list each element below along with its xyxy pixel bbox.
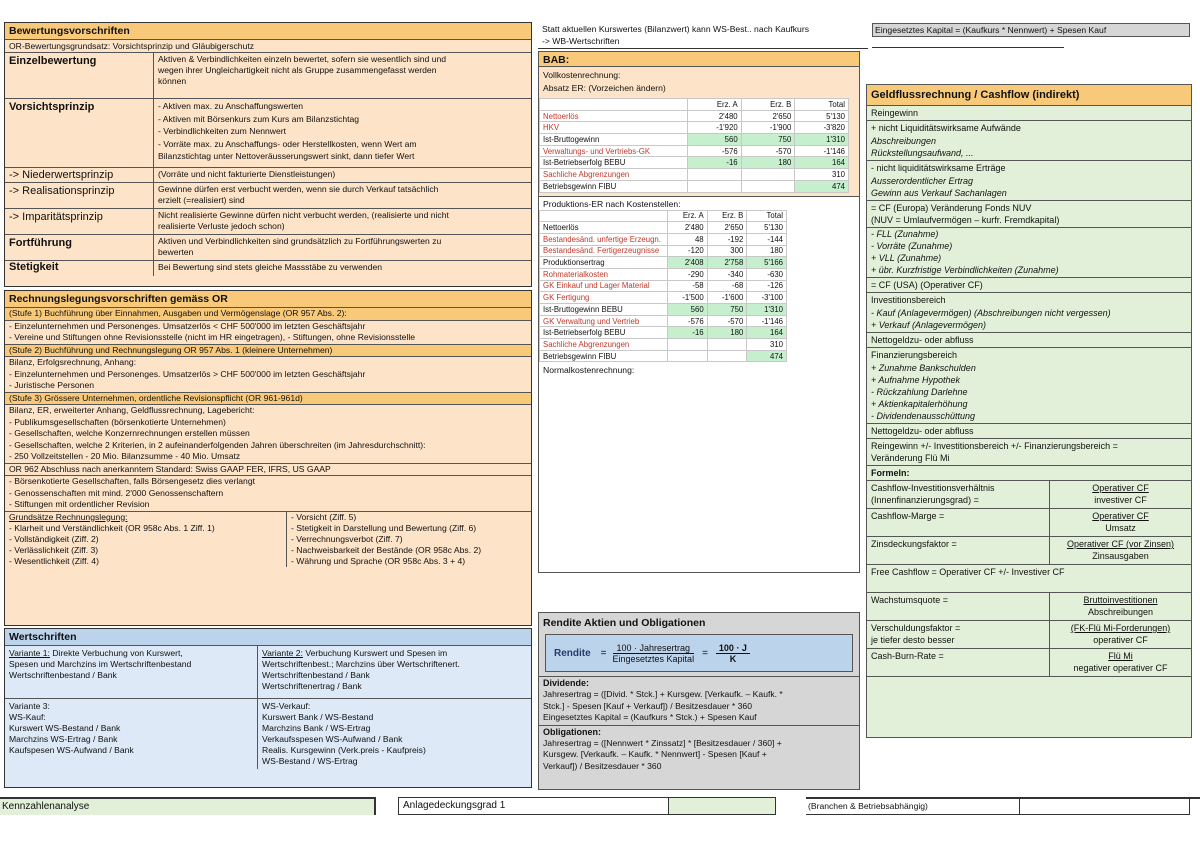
value-cell: 2'480: [688, 110, 742, 122]
bewertung-text: Bei Bewertung sind stets gleiche Massstäbe zu verwenden: [153, 261, 531, 276]
rendite-fraction: [613, 643, 695, 664]
value-cell: 2'650: [707, 222, 747, 234]
table-row: [540, 339, 787, 351]
value-cell: -144: [747, 233, 787, 245]
eingesetztes-kapital-note: [872, 23, 1190, 37]
row-label-cell: Verwaltungs- und Vertriebs-GK: [540, 145, 688, 157]
wertschriften-varianten: [5, 646, 531, 699]
row-label-cell: Betriebsgewinn FIBU: [540, 180, 688, 192]
cashflow-row: [867, 121, 1191, 161]
value-cell: -1'146: [747, 315, 787, 327]
stufe-text: - Einzelunternehmen und Personenges. Umsatzerlös < CHF 500'000 im letzten Geschäftsjahr - Vereine und Stiftungen ohne Revisionsstelle (nicht im HR eingetragen), - Stiftungen, ohne Revisionsstelle: [5, 321, 531, 345]
value-cell: -16: [668, 327, 708, 339]
cashflow-row: [867, 201, 1191, 228]
rendite-numerator-short: 100 · J: [716, 643, 750, 654]
row-label-cell: Ist-Betriebserfolg BEBU: [540, 157, 688, 169]
row-label-cell: Nettoerlös: [540, 110, 688, 122]
cashflow-rows: [867, 106, 1191, 466]
ws-kauf: Variante 3: WS-Kauf: Kurswert WS-Bestand / Bank Marchzins WS-Ertrag / Bank Kaufspesen WS-Aufwand / Bank: [9, 701, 134, 755]
grundsaetze-left: [5, 512, 286, 567]
bewertung-text: Gewinne dürfen erst verbucht werden, wenn sie durch Verkauf tatsächlich erzielt (=realisiert) sind: [153, 183, 531, 208]
value-cell: -3'100: [747, 292, 787, 304]
value-cell: 310: [795, 169, 849, 181]
formel-numerator: Operativer CF: [1092, 511, 1149, 521]
value-cell: -340: [707, 268, 747, 280]
value-cell: -16: [688, 157, 742, 169]
formel-denominator: investiver CF: [1094, 495, 1147, 505]
formel-numerator: Flü Mi: [1108, 651, 1133, 661]
value-cell: 750: [707, 304, 747, 316]
cashflow-row-title: Nettogeldzu- oder abfluss: [871, 335, 974, 345]
value-cell: -3'820: [795, 122, 849, 134]
stufe-head: (Stufe 3) Grössere Unternehmen, ordentliche Revisionspflicht (OR 961-961d): [5, 393, 531, 406]
table-row: [540, 134, 849, 146]
bewertung-grundsatz: OR-Bewertungsgrundsatz: Vorsichtsprinzip und Gläubigerschutz: [5, 40, 531, 53]
cashflow-row-detail: + Zunahme Bankschulden + Aufnahme Hypothek - Rückzahlung Darlehne + Aktienkapitalerhöhung - Dividendenausschüttung: [871, 363, 976, 421]
value-cell: [668, 339, 708, 351]
cashflow-row-detail: Abschreibungen Rückstellungsaufwand, ...: [871, 136, 974, 158]
value-cell: 1'310: [747, 304, 787, 316]
dividende-title: Dividende:: [543, 678, 590, 688]
bewertung-row: [5, 168, 531, 183]
value-cell: 474: [795, 180, 849, 192]
value-cell: 164: [747, 327, 787, 339]
grundsaetze-list-left: - Klarheit und Verständlichkeit (OR 958c Abs. 1 Ziff. 1) - Vollständigkeit (Ziff. 2) - Verlässlichkeit (Ziff. 3) - Wesentlichkeit (Ziff. 4): [9, 522, 215, 566]
value-cell: [688, 169, 742, 181]
formel-fraction: [1049, 649, 1191, 676]
formel-label: Cashflow-Marge =: [871, 511, 945, 521]
value-cell: -1'920: [688, 122, 742, 134]
bewertung-text: (Vorräte und nicht fakturierte Dienstleistungen): [153, 168, 531, 182]
row-label-cell: Rohmaterialkosten: [540, 268, 668, 280]
rendite-denominator: Eingesetztes Kapital: [612, 653, 695, 664]
dividende-block: [539, 676, 859, 725]
cashflow-row-detail: - FLL (Zunahme) - Vorräte (Zunahme) + VLL (Zunahme) + übr. Kurzfristige Verbindlichkeiten (Zunahme): [871, 229, 1059, 275]
row-label-cell: Ist-Bruttogewinn: [540, 134, 688, 146]
standard-text: - Börsenkotierte Gesellschaften, falls Börsengesetz dies verlangt - Genossenschaften mit mind. 2'000 Genossenschaftern - Stiftungen mit ordentlicher Revision: [5, 476, 531, 512]
cashflow-row: [867, 333, 1191, 348]
row-label-cell: Produktionsertrag: [540, 257, 668, 269]
value-cell: 2'408: [668, 257, 708, 269]
normalkosten-title: Normalkostenrechnung:: [543, 365, 635, 376]
obligationen-text: Jahresertrag = ([Nennwert * Zinssatz] * [Besitzesdauer / 360] + Kursgew. [Verkaufk. – Kaufk. * Nennwert] - Spesen [Kauf + Verkauf]) / Besitzesdauer * 360: [543, 737, 782, 771]
value-cell: [741, 169, 795, 181]
cashflow-row: [867, 348, 1191, 424]
dividende-text: Jahresertrag = ([Divid. * Stck.] + Kursgew. [Verkaufk. – Kaufk. * Stck.] - Spesen [Kauf + Verkauf]) / Besitzesdauer * 360 Eingesetztes Kapital = (Kaufkurs * Stck.) + Spesen Kauf: [543, 689, 783, 722]
value-cell: -290: [668, 268, 708, 280]
row-label-cell: Sachliche Abgrenzungen: [540, 169, 688, 181]
table-header-cell: [540, 99, 688, 111]
kennzahlen-bar: [0, 797, 376, 815]
produktions-title: Produktions-ER nach Kostenstellen:: [543, 198, 681, 209]
formel-denominator: operativer CF: [1093, 635, 1148, 645]
table-row: [540, 315, 787, 327]
variante-1-text: Direkte Verbuchung von Kurswert, Spesen und Marchzins im Wertschriftenbestand Wertschriftenbestand / Bank: [9, 648, 192, 680]
obligationen-title: Obligationen:: [543, 726, 601, 737]
formel-label: Cash-Burn-Rate =: [871, 651, 944, 661]
row-label-cell: HKV: [540, 122, 688, 134]
formeln-title: Formeln:: [871, 468, 910, 478]
value-cell: -1'600: [707, 292, 747, 304]
cashflow-row-detail: Ausserordentlicher Ertrag Gewinn aus Verkauf Sachanlagen: [871, 176, 1007, 198]
value-cell: 2'758: [707, 257, 747, 269]
formel-denominator: negativer operativer CF: [1073, 663, 1168, 673]
table-row: [540, 145, 849, 157]
wertschriften-section: [4, 628, 532, 788]
formel-fraction: [1049, 509, 1191, 536]
table-row: [540, 304, 787, 316]
ws-verkauf: WS-Verkauf: Kurswert Bank / WS-Bestand Marchzins Bank / WS-Ertrag Verkaufsspesen WS-Aufwand / Bank Realis. Kursgewinn (Verk.preis - Kaufpreis) WS-Bestand / WS-Ertrag: [257, 699, 531, 769]
cashflow-row-title: - nicht liquiditätswirksame Erträge: [871, 163, 1006, 173]
branche-title: (Branchen & Betriebsabhängig): [806, 799, 1020, 815]
formel-row: [867, 509, 1191, 537]
bewertung-row: [5, 261, 531, 276]
value-cell: -126: [747, 280, 787, 292]
table-row: [540, 233, 787, 245]
anlagedeckung-value: [669, 798, 775, 814]
row-label-cell: Bestandesänd. unfertige Erzeugn.: [540, 233, 668, 245]
formel-row: [867, 565, 1191, 593]
value-cell: 560: [688, 134, 742, 146]
rendite-label: Rendite: [554, 647, 591, 659]
formel-fraction: [1049, 621, 1191, 648]
table-row: [540, 292, 787, 304]
stufe-text: Bilanz, ER, erweiterter Anhang, Geldflussrechnung, Lagebericht: - Publikumsgesellschaften (börsenkotierte Unternehmen) - Gesellschaften, welche Konzernrechnungen erstellen müssen - Gesellschaften, welche 2 Kriterien, in 2 aufeinanderfolgenden Jahren überschreiten (im Jahresdurchschnitt): - 250 Vollzeitstellen - 20 Mio. Bilanzsumme - 40 Mio. Umsatz: [5, 405, 531, 464]
row-label-cell: Sachliche Abgrenzungen: [540, 339, 668, 351]
cashflow-row: [867, 424, 1191, 439]
bewertung-label: Stetigkeit: [9, 261, 59, 273]
table-row: [540, 222, 787, 234]
stufe-head: (Stufe 1) Buchführung über Einnahmen, Ausgaben und Vermögenslage (OR 957 Abs. 2):: [5, 308, 531, 321]
bewertung-row: [5, 53, 531, 99]
table-row: [540, 280, 787, 292]
variante-2: [257, 646, 531, 698]
bewertung-text: Aktiven und Verbindlichkeiten sind grundsätzlich zu Fortführungswerten zu bewerten: [153, 235, 531, 260]
value-cell: 2'480: [668, 222, 708, 234]
value-cell: [707, 339, 747, 351]
value-cell: -1'500: [668, 292, 708, 304]
cashflow-row-title: + nicht Liquiditätswirksame Aufwände: [871, 123, 1021, 133]
bewertung-label: -> Imparitätsprinzip: [9, 211, 103, 223]
value-cell: 560: [668, 304, 708, 316]
value-cell: [707, 350, 747, 362]
value-cell: 180: [747, 245, 787, 257]
variante-1: [5, 646, 257, 698]
branche-value: [1020, 799, 1190, 815]
value-cell: [668, 350, 708, 362]
divider-line: [872, 47, 1064, 48]
kennzahlen-title: Kennzahlenanalyse: [2, 801, 90, 812]
rendite-fraction-short: [716, 643, 750, 664]
value-cell: 1'310: [795, 134, 849, 146]
value-cell: -192: [707, 233, 747, 245]
value-cell: 5'166: [747, 257, 787, 269]
vollkosten-table: [539, 98, 849, 193]
cashflow-title: Geldflussrechnung / Cashflow (indirekt): [867, 85, 1191, 106]
grundsaetze-list-right: - Vorsicht (Ziff. 5) - Stetigkeit in Darstellung und Bewertung (Ziff. 6) - Verrechnungsverbot (Ziff. 7) - Nachweisbarkeit der Bestände (OR 958c Abs. 2) - Währung und Sprache (OR 958c Abs. 3 + 4): [286, 512, 531, 567]
cashflow-row: [867, 228, 1191, 278]
bewertung-text: Aktiven & Verbindlichkeiten einzeln bewertet, sofern sie wesentlich sind und wegen ihrer Ungleichartigkeit nicht als Gruppe zusammengefasst werden können: [153, 53, 531, 98]
value-cell: 5'130: [747, 222, 787, 234]
formel-row: [867, 649, 1191, 677]
bewertung-label: -> Niederwertsprinzip: [9, 169, 114, 181]
rechnungslegung-section: [4, 290, 532, 626]
value-cell: 310: [747, 339, 787, 351]
table-header-cell: [540, 210, 668, 222]
cashflow-row: [867, 161, 1191, 201]
row-label-cell: GK Fertigung: [540, 292, 668, 304]
table-row: [540, 350, 787, 362]
row-label-cell: Ist-Bruttogewinn BEBU: [540, 304, 668, 316]
rechnungslegung-title: Rechnungslegungsvorschriften gemäss OR: [5, 291, 531, 308]
branche-bar: [806, 797, 1200, 815]
cashflow-row: [867, 278, 1191, 293]
value-cell: 164: [795, 157, 849, 169]
value-cell: -576: [688, 145, 742, 157]
table-header-cell: Erz. A: [668, 210, 708, 222]
row-label-cell: Bestandesänd. Fertigerzeugnisse: [540, 245, 668, 257]
formel-numerator: Operativer CF: [1092, 483, 1149, 493]
formel-row: [867, 621, 1191, 649]
formel-fraction: [1049, 481, 1191, 508]
rendite-denominator-short: K: [729, 653, 737, 664]
table-header-cell: Erz. B: [707, 210, 747, 222]
vollkosten-title: Vollkostenrechnung: Absatz ER: (Vorzeichen ändern): [543, 70, 666, 93]
table-row: [540, 110, 849, 122]
value-cell: 180: [707, 327, 747, 339]
formeln-rows: [867, 481, 1191, 677]
formel-numerator: (FK-Flü Mi-Forderungen): [1070, 623, 1171, 633]
formel-label: Wachstumsquote =: [871, 595, 948, 605]
formel-label: Verschuldungsfaktor = je tiefer desto besser: [871, 623, 961, 645]
formeln-title-row: [867, 466, 1191, 481]
table-row: [540, 245, 787, 257]
wertschriften-buchungen: [5, 699, 531, 769]
cashflow-row-detail: - Kauf (Anlagevermögen) (Abschreibungen nicht vergessen) + Verkauf (Anlagevermögen): [871, 308, 1111, 330]
formel-row: [867, 481, 1191, 509]
cashflow-row-title: Investitionsbereich: [871, 295, 946, 305]
rendite-formula: [545, 634, 853, 672]
formel-fraction: [1049, 593, 1191, 620]
bewertung-label: -> Realisationsprinzip: [9, 185, 115, 197]
formel-numerator: Bruttoinvestitionen: [1083, 595, 1158, 605]
bewertung-text: Nicht realisierte Gewinne dürfen nicht verbucht werden, (realisierte und nicht realisierte Verluste jedoch schon): [153, 209, 531, 234]
value-cell: -570: [741, 145, 795, 157]
table-header-cell: Total: [795, 99, 849, 111]
table-row: [540, 268, 787, 280]
bewertung-title: Bewertungsvorschriften: [5, 23, 531, 40]
value-cell: -120: [668, 245, 708, 257]
anlagedeckung-bar: [398, 797, 776, 815]
formel-fraction: [1049, 537, 1191, 564]
rendite-title: Rendite Aktien und Obligationen: [543, 617, 706, 629]
table-header-cell: Total: [747, 210, 787, 222]
formel-row: [867, 537, 1191, 565]
bab-title: BAB:: [538, 51, 860, 67]
cashflow-section: [866, 84, 1192, 738]
bewertung-text: - Aktiven max. zu Anschaffungswerten - Aktiven mit Börsenkurs zum Kurs am Bilanzstichtag - Verbindlichkeiten zum Nennwert - Vorräte max. zu Anschaffungs- oder Herstellkosten, wenn Wert am Bilanzstichtag unter Nettoveräusserungswert sinkt, dann tiefer Wert: [153, 99, 531, 167]
cashflow-row: [867, 439, 1191, 466]
row-label-cell: Ist-Betriebserfolg BEBU: [540, 327, 668, 339]
equals-sign: =: [702, 647, 708, 659]
table-row: [540, 180, 849, 192]
cashflow-row: [867, 106, 1191, 121]
value-cell: 300: [707, 245, 747, 257]
anlagedeckung-title: Anlagedeckungsgrad 1: [399, 798, 669, 814]
wertschriften-title: Wertschriften: [5, 629, 531, 646]
produktions-table: [539, 210, 787, 363]
cashflow-row-title: = CF (Europa) Veränderung Fonds NUV (NUV = Umlaufvermögen – kurfr. Fremdkapital): [871, 203, 1060, 225]
equals-sign: =: [600, 647, 607, 659]
value-cell: 180: [741, 157, 795, 169]
row-label-cell: GK Einkauf und Lager Material: [540, 280, 668, 292]
standard-head: OR 962 Abschluss nach anerkanntem Standard: Swiss GAAP FER, IFRS, US GAAP: [5, 464, 531, 477]
grundsaetze-title: Grundsätze Rechnungslegung:: [9, 511, 128, 522]
kurswert-note: Statt aktuellen Kurswertes (Bilanzwert) kann WS-Best.. nach Kaufkurs -> WB-Wertschriften: [538, 23, 868, 49]
value-cell: -576: [668, 315, 708, 327]
variante-2-text: Verbuchung Kurswert und Spesen im Wertschriftenbest.; Marchzins über Wertschriftenert. Wertschriftenbestand / Bank Wertschriftenertrag / Bank: [262, 648, 460, 691]
rendite-section: [538, 612, 860, 790]
table-row: [540, 257, 787, 269]
cashflow-row-title: Reingewinn +/- Investitionsbereich +/- Finanzierungsbereich = Veränderung Flü Mi: [871, 441, 1118, 463]
value-cell: [688, 180, 742, 192]
formel-label: Zinsdeckungsfaktor =: [871, 539, 957, 549]
formel-label: Free Cashflow = Operativer CF +/- Investiver CF: [871, 567, 1065, 577]
cashflow-row-title: Nettogeldzu- oder abfluss: [871, 426, 974, 436]
value-cell: 2'650: [741, 110, 795, 122]
cashflow-row: [867, 293, 1191, 333]
value-cell: -68: [707, 280, 747, 292]
variante-2-head: Variante 2:: [262, 648, 303, 658]
produktions-block: [538, 197, 860, 574]
bewertung-row: [5, 99, 531, 168]
eingesetztes-kapital-text: Eingesetztes Kapital = (Kaufkurs * Nennwert) + Spesen Kauf: [875, 25, 1107, 35]
formel-numerator: Operativer CF (vor Zinsen): [1066, 539, 1175, 549]
value-cell: -58: [668, 280, 708, 292]
formel-row: [867, 593, 1191, 621]
variante-1-head: Variante 1:: [9, 648, 50, 658]
row-label-cell: GK Verwaltung und Vertrieb: [540, 315, 668, 327]
value-cell: -1'900: [741, 122, 795, 134]
cashflow-row-title: Reingewinn: [871, 108, 919, 118]
value-cell: 750: [741, 134, 795, 146]
table-header-cell: Erz. B: [741, 99, 795, 111]
table-row: [540, 157, 849, 169]
value-cell: [741, 180, 795, 192]
value-cell: -570: [707, 315, 747, 327]
table-header-cell: Erz. A: [688, 99, 742, 111]
value-cell: 5'130: [795, 110, 849, 122]
bewertung-label: Vorsichtsprinzip: [9, 101, 95, 113]
value-cell: 48: [668, 233, 708, 245]
bab-section: [538, 51, 860, 601]
bewertung-row: [5, 183, 531, 209]
bewertung-row: [5, 235, 531, 261]
value-cell: 474: [747, 350, 787, 362]
table-row: [540, 327, 787, 339]
grundsaetze: [5, 512, 531, 567]
cashflow-row-title: Finanzierungsbereich: [871, 350, 958, 360]
stufe-head: (Stufe 2) Buchführung und Rechnungslegung OR 957 Abs. 1 (kleinere Unternehmen): [5, 345, 531, 358]
stufe-text: Bilanz, Erfolgsrechnung, Anhang: - Einzelunternehmen und Personenges. Umsatzerlös > CHF 500'000 im letzten Geschäftsjahr - Juristische Personen: [5, 357, 531, 393]
value-cell: -1'146: [795, 145, 849, 157]
formel-label: Cashflow-Investitionsverhältnis (Innenfinanzierungsgrad) =: [871, 483, 995, 505]
rendite-numerator: 100 · Jahresertrag: [613, 643, 695, 654]
bewertung-row: [5, 209, 531, 235]
bewertung-label: Fortführung: [9, 237, 72, 249]
row-label-cell: Betriebsgewinn FIBU: [540, 350, 668, 362]
bewertung-label: Einzelbewertung: [9, 55, 97, 67]
table-row: [540, 169, 849, 181]
vollkosten-block: [538, 67, 860, 197]
formel-denominator: Umsatz: [1105, 523, 1136, 533]
formel-denominator: Abschreibungen: [1087, 607, 1154, 617]
bewertung-section: [4, 22, 532, 287]
value-cell: -630: [747, 268, 787, 280]
formel-denominator: Zinsausgaben: [1092, 551, 1149, 561]
cashflow-row-title: = CF (USA) (Operativer CF): [871, 280, 983, 290]
table-row: [540, 122, 849, 134]
obligationen-block: [539, 725, 859, 774]
row-label-cell: Nettoerlös: [540, 222, 668, 234]
